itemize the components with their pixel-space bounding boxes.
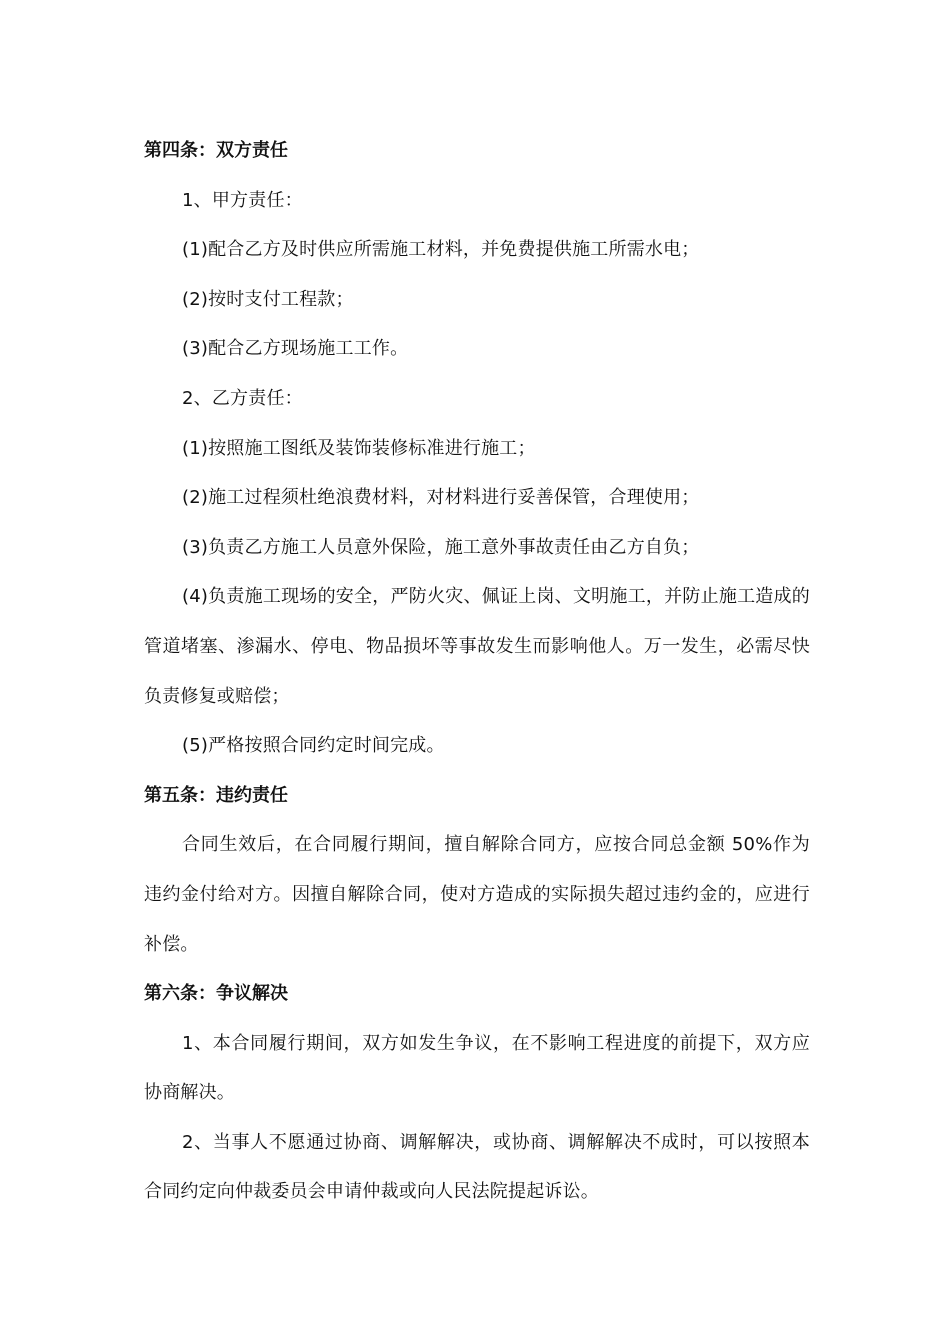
paragraph: 1、本合同履行期间，双方如发生争议，在不影响工程进度的前提下，双方应协商解决。 <box>144 1032 810 1104</box>
paragraph: 合同生效后，在合同履行期间，擅自解除合同方，应按合同总金额 50%作为违约金付给对方。因擅自解除合同，使对方造成的实际损失超过违约金的，应进行补偿。 <box>144 834 810 955</box>
paragraph: 1、甲方责任： <box>182 189 303 211</box>
paragraph: (2)施工过程须杜绝浪费材料，对材料进行妥善保管，合理使用； <box>182 487 700 509</box>
paragraph: (1)按照施工图纸及装饰装修标准进行施工； <box>182 437 536 459</box>
document-body <box>144 126 810 1217</box>
paragraph: 2、当事人不愿通过协商、调解解决，或协商、调解解决不成时，可以按照本合同约定向仲裁委员会申请仲裁或向人民法院提起诉讼。 <box>144 1131 810 1203</box>
paragraph: (5)严格按照合同约定时间完成。 <box>182 735 445 757</box>
paragraph: (4)负责施工现场的安全，严防火灾、佩证上岗、文明施工，并防止施工造成的管道堵塞、渗漏水、停电、物品损坏等事故发生而影响他人。万一发生，必需尽快负责修复或赔偿； <box>144 586 810 707</box>
paragraph: (3)负责乙方施工人员意外保险，施工意外事故责任由乙方自负； <box>182 536 700 558</box>
paragraph: 2、乙方责任： <box>182 387 303 409</box>
section-heading-4: 第四条：双方责任 <box>144 140 288 161</box>
paragraph: (3)配合乙方现场施工工作。 <box>182 338 409 360</box>
section-heading-6: 第六条：争议解决 <box>144 983 288 1005</box>
section-heading-5: 第五条：违约责任 <box>144 784 288 806</box>
paragraph: (2)按时支付工程款； <box>182 288 354 310</box>
paragraph: (1)配合乙方及时供应所需施工材料，并免费提供施工所需水电； <box>182 239 700 261</box>
